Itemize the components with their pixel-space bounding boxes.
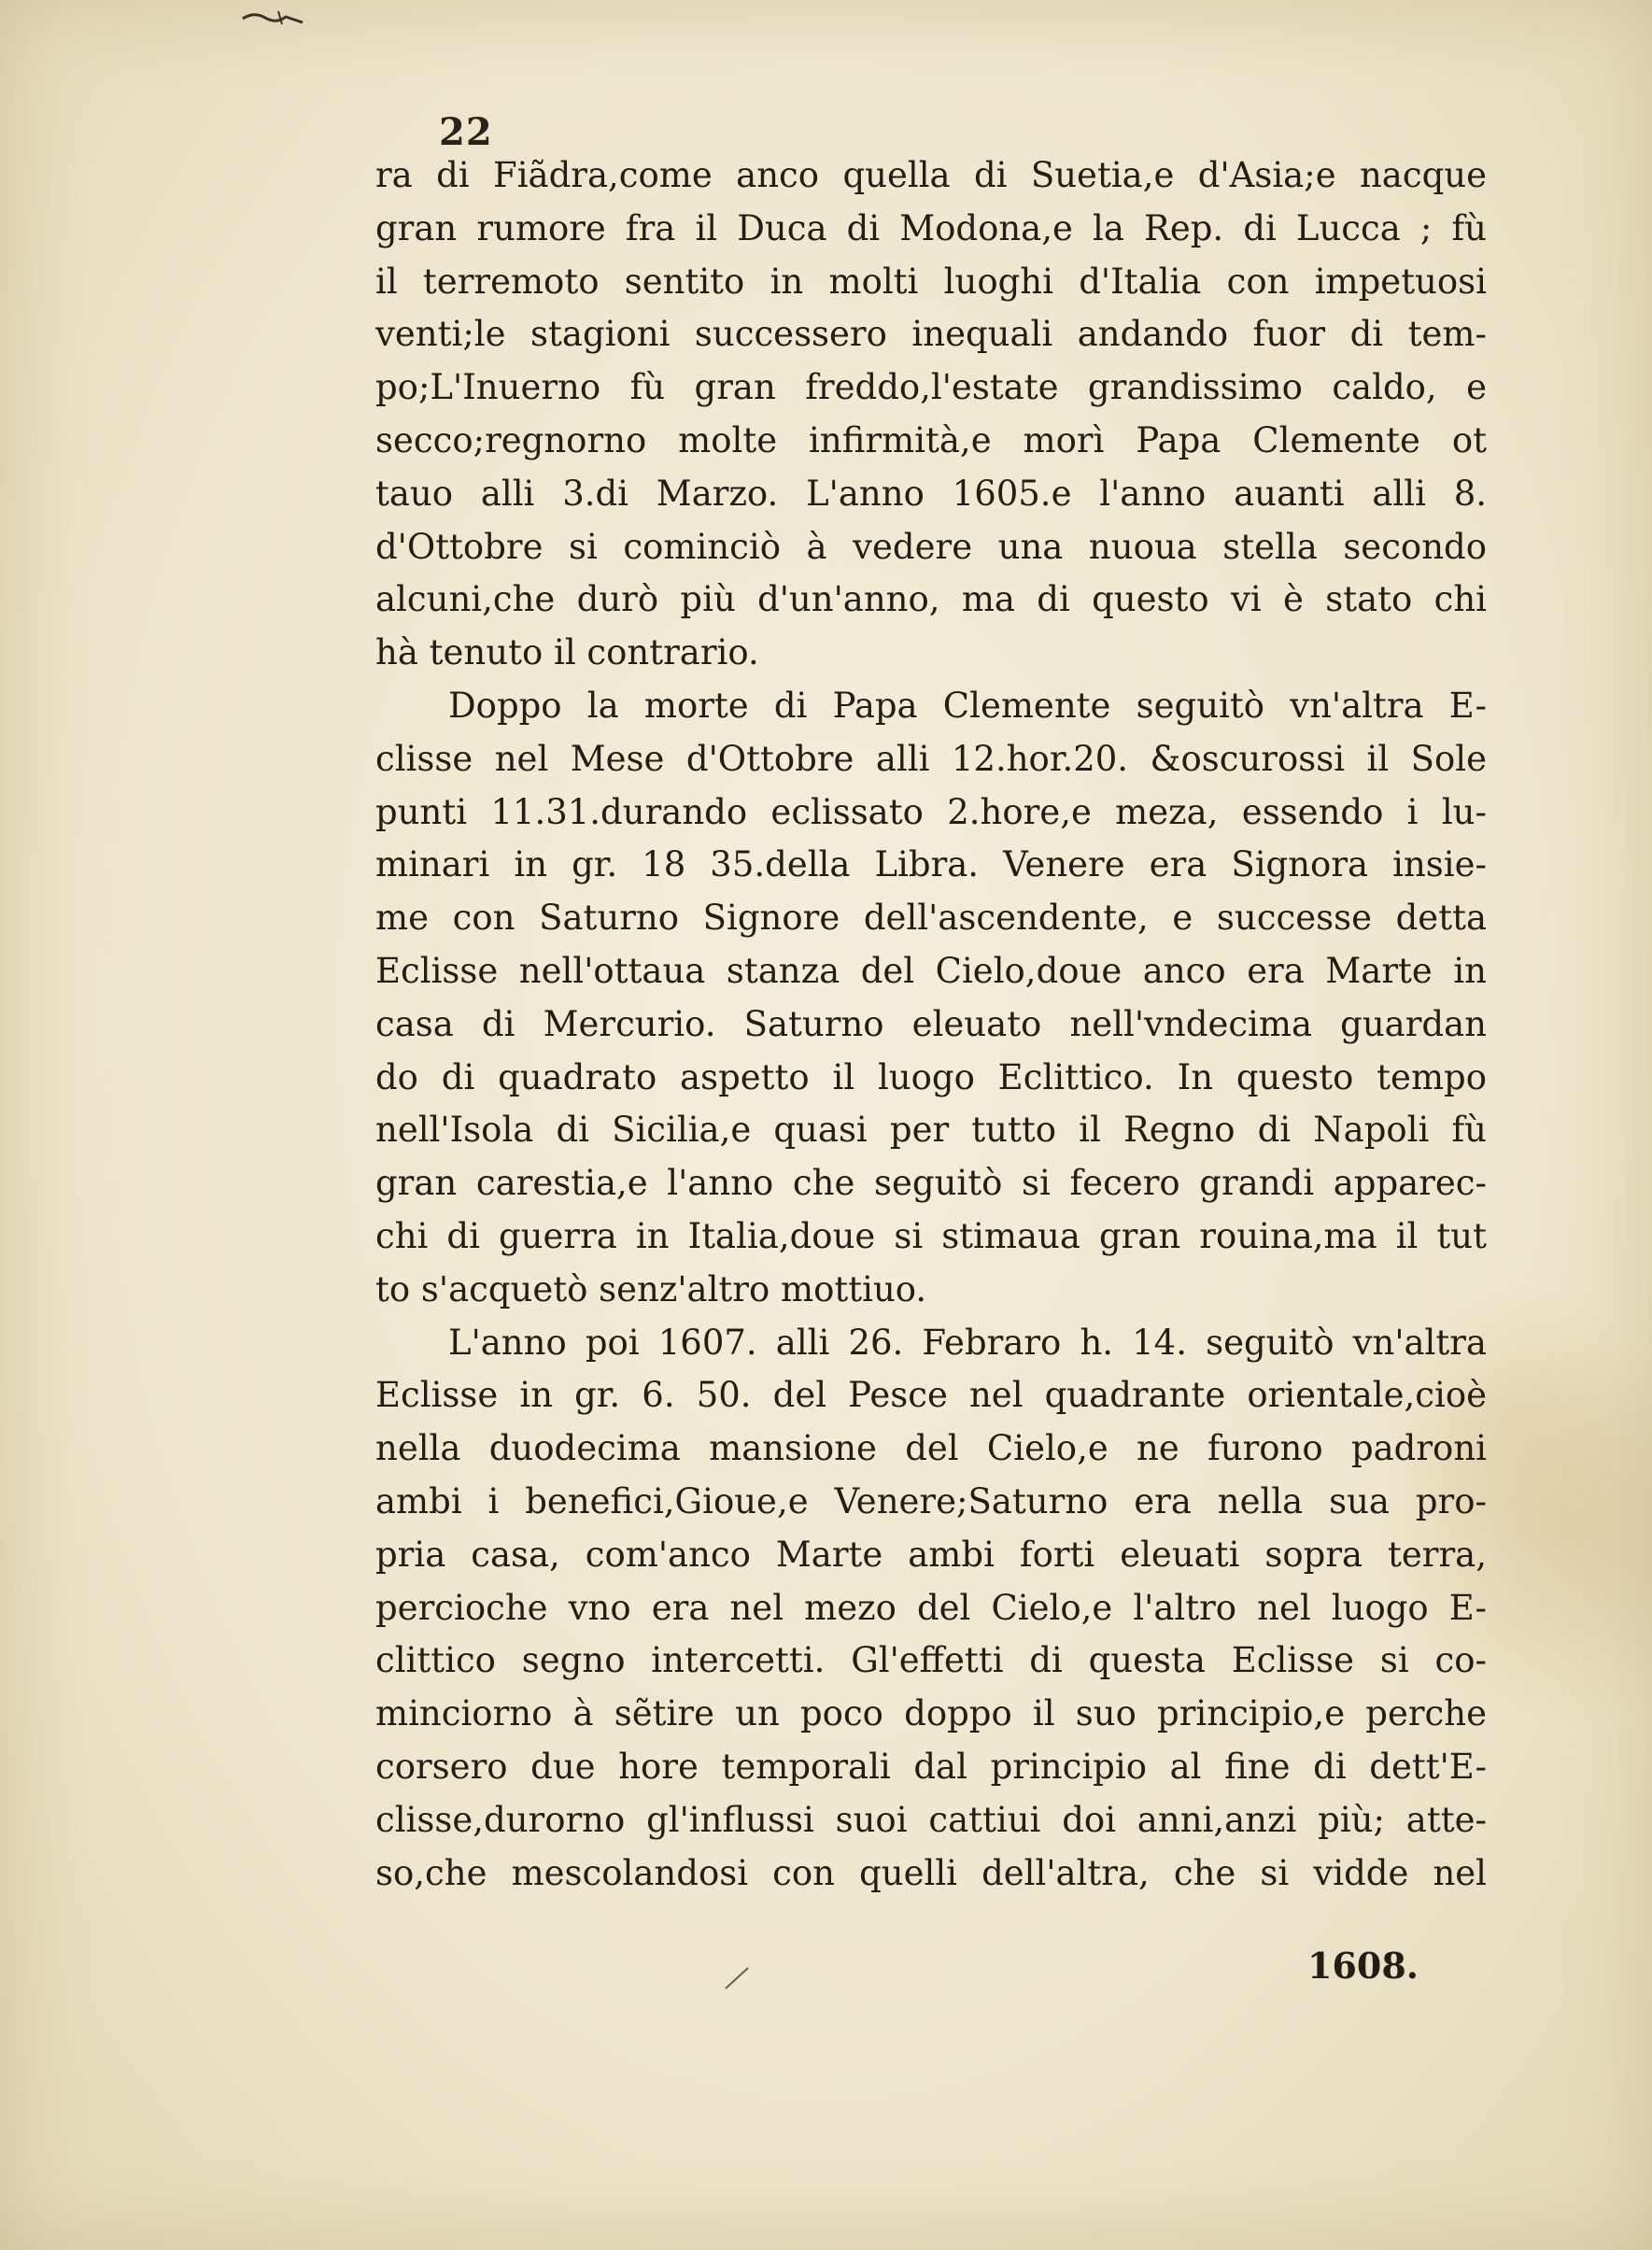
text-line: punti 11.31.durando eclissato 2.hore,e meza, essendo i lu- bbox=[375, 791, 1487, 832]
text-line: gran rumore fra il Duca di Modona,e la Rep. di Lucca ; fù bbox=[375, 207, 1487, 248]
text-line: nell'Isola di Sicilia,e quasi per tutto il Regno di Napoli fù bbox=[375, 1110, 1487, 1151]
pen-tick-icon bbox=[724, 1966, 750, 1990]
text-line: hà tenuto il contrario. bbox=[375, 632, 759, 673]
text-line: tauo alli 3.di Marzo. L'anno 1605.e l'anno auanti alli 8. bbox=[375, 473, 1487, 514]
text-line: percioche vno era nel mezo del Cielo,e l'altro nel luogo E- bbox=[375, 1587, 1487, 1628]
text-line: secco;regnorno molte infirmità,e morì Papa Clemente ot bbox=[375, 419, 1487, 460]
text-line: venti;le stagioni successero inequali andando fuor di tem- bbox=[375, 314, 1487, 355]
text-line: minciorno à sẽtire un poco doppo il suo principio,e perche bbox=[375, 1693, 1487, 1734]
text-line: ambi i benefici,Gioue,e Venere;Saturno era nella sua pro- bbox=[375, 1480, 1487, 1521]
paragraph-start-line: L'anno poi 1607. alli 26. Febraro h. 14. seguitò vn'altra bbox=[448, 1322, 1487, 1363]
body-text bbox=[375, 149, 1487, 1900]
text-line: Eclisse in gr. 6. 50. del Pesce nel quadrante orientale,cioè bbox=[375, 1375, 1487, 1416]
text-line: ra di Fiãdra,come anco quella di Suetia,e d'Asia;e nacque bbox=[375, 155, 1487, 195]
text-line: nella duodecima mansione del Cielo,e ne furono padroni bbox=[375, 1428, 1487, 1469]
text-line: me con Saturno Signore dell'ascendente, e successe detta bbox=[375, 898, 1487, 939]
text-line: to s'acquetò senz'altro mottiuo. bbox=[375, 1268, 927, 1309]
text-line: chi di guerra in Italia,doue si stimaua gran rouina,ma il tut bbox=[375, 1215, 1487, 1256]
paragraph-start-line: Doppo la morte di Papa Clemente seguitò vn'altra E- bbox=[448, 685, 1487, 726]
text-line: clittico segno intercetti. Gl'effetti di questa Eclisse si co- bbox=[375, 1640, 1487, 1681]
text-line: alcuni,che durò più d'un'anno, ma di questo vi è stato chi bbox=[375, 579, 1487, 620]
text-line: casa di Mercurio. Saturno eleuato nell'vndecima guardan bbox=[375, 1003, 1487, 1044]
page-number: 22 bbox=[439, 110, 493, 154]
text-line: il terremoto sentito in molti luoghi d'Italia con impetuosi bbox=[375, 261, 1487, 302]
text-line: clisse nel Mese d'Ottobre alli 12.hor.20. &oscurossi il Sole bbox=[375, 738, 1487, 779]
text-line: pria casa, com'anco Marte ambi forti eleuati sopra terra, bbox=[375, 1534, 1487, 1575]
text-line: clisse,durorno gl'influssi suoi cattiui doi anni,anzi più; atte- bbox=[375, 1799, 1487, 1840]
text-line: do di quadrato aspetto il luogo Eclittico. In questo tempo bbox=[375, 1056, 1487, 1097]
ink-mark-icon bbox=[241, 6, 306, 30]
text-line: minari in gr. 18 35.della Libra. Venere era Signora insie- bbox=[375, 844, 1487, 885]
text-line: Eclisse nell'ottaua stanza del Cielo,doue anco era Marte in bbox=[375, 950, 1487, 991]
text-line: d'Ottobre si cominciò à vedere una nuoua stella secondo bbox=[375, 526, 1487, 567]
catchword: 1608. bbox=[1307, 1945, 1419, 1987]
text-line: gran carestia,e l'anno che seguitò si fecero grandi apparec- bbox=[375, 1163, 1487, 1204]
text-line: corsero due hore temporali dal principio al fine di dett'E- bbox=[375, 1746, 1487, 1787]
text-line: so,che mescolandosi con quelli dell'altra, che si vidde nel bbox=[375, 1852, 1487, 1893]
text-line: po;L'Inuerno fù gran freddo,l'estate grandissimo caldo, e bbox=[375, 367, 1487, 408]
